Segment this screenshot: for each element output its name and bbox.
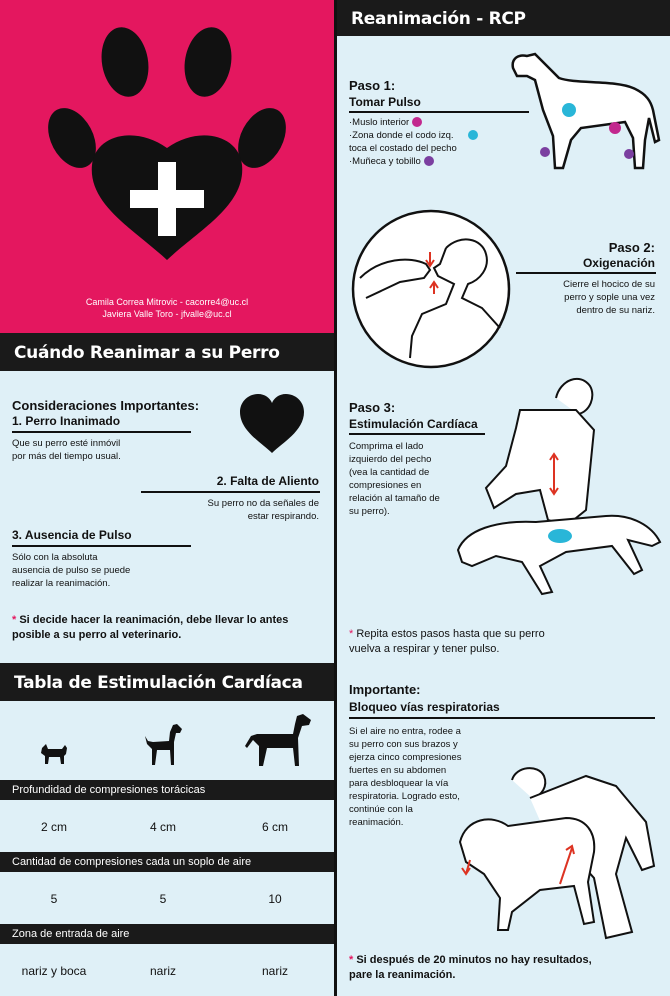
important-text: Si el aire no entra, rodee a su perro con sus brazos y ejerza cinco compresiones fuertes en su abdomen para desbloquear la vía respiratoria. Logrado esto, continúe con la reanimación. xyxy=(349,726,462,828)
step-title: Paso 1: xyxy=(349,78,396,93)
airway-blockage-illustration xyxy=(456,762,662,946)
large-dog-icon xyxy=(243,712,315,768)
step-title: Paso 3: xyxy=(349,400,396,415)
header-panel xyxy=(0,0,334,333)
table-cell: 6 cm xyxy=(261,820,288,834)
section-header xyxy=(337,0,670,36)
table-cell: 10 xyxy=(268,892,282,906)
considerations-title: Consideraciones Importantes: xyxy=(12,398,200,413)
section-header xyxy=(0,333,334,371)
step-subtitle: Oxigenación xyxy=(582,256,655,270)
table-header xyxy=(0,663,334,701)
column-divider xyxy=(334,0,337,996)
step-subtitle: Tomar Pulso xyxy=(349,95,421,109)
table-row-header: Zona de entrada de aire xyxy=(0,924,334,944)
important-subtitle: Bloqueo vías respiratorias xyxy=(349,700,500,714)
medium-dog-icon xyxy=(143,722,185,767)
dog-pulse-illustration xyxy=(505,50,665,175)
item-title: 2. Falta de Aliento xyxy=(216,474,319,488)
step-text: ·Muslo interior ·Zona donde el codo izq. toca el costado del pecho ·Muñeca y tobillo xyxy=(349,116,478,168)
table-row-header: Profundidad de compresiones torácicas xyxy=(0,780,334,800)
pulse-dot-icon xyxy=(412,117,422,127)
step-subtitle: Estimulación Cardíaca xyxy=(349,417,478,431)
step-title: Paso 2: xyxy=(608,240,655,255)
section-title: Cuándo Reanimar a su Perro xyxy=(14,343,280,363)
heart-icon xyxy=(238,393,306,455)
underline xyxy=(141,491,320,493)
author-credit: Javiera Valle Toro - jfvalle@uc.cl xyxy=(102,309,232,319)
oxygenation-illustration xyxy=(350,208,512,370)
underline xyxy=(349,111,529,113)
table-title: Tabla de Estimulación Cardíaca xyxy=(14,673,303,693)
table-cell: nariz y boca xyxy=(21,964,87,978)
warning-note: * Si decide hacer la reanimación, debe llevar lo antes posible a su perro al veterinario. xyxy=(12,614,289,641)
pulse-dot-icon xyxy=(424,156,434,166)
item-text: Que su perro esté inmóvil por más del tiempo usual. xyxy=(12,438,121,462)
underline xyxy=(12,545,191,547)
important-title: Importante: xyxy=(349,682,421,697)
table-cell: nariz xyxy=(149,964,176,978)
table-cell: 4 cm xyxy=(149,820,176,834)
underline xyxy=(349,717,655,719)
table-cell: 5 xyxy=(50,892,58,906)
step-text: Cierre el hocico de su perro y sople una vez dentro de su nariz. xyxy=(563,279,655,316)
table-cell: 2 cm xyxy=(40,820,67,834)
item-text: Su perro no da señales de estar respirando. xyxy=(207,498,319,522)
cardiac-compression-illustration xyxy=(456,370,666,610)
item-text: Sólo con la absoluta ausencia de pulso se puede realizar la reanimación. xyxy=(12,552,131,589)
item-title: 1. Perro Inanimado xyxy=(12,414,121,428)
final-note: * Si después de 20 minutos no hay resultados, pare la reanimación. xyxy=(349,954,592,981)
section-title: Reanimación - RCP xyxy=(351,9,526,29)
table-cell: 5 xyxy=(159,892,167,906)
repeat-note: * Repita estos pasos hasta que su perro vuelva a respirar y tener pulso. xyxy=(349,628,545,655)
pulse-dot-icon xyxy=(468,130,478,140)
item-title: 3. Ausencia de Pulso xyxy=(12,528,132,542)
underline xyxy=(12,431,191,433)
underline xyxy=(516,272,656,274)
author-credit: Camila Correa Mitrovic - cacorre4@uc.cl xyxy=(85,297,249,307)
paw-cross-icon xyxy=(40,20,295,270)
small-dog-icon xyxy=(38,740,70,766)
step-text: Comprima el lado izquierdo del pecho (vea la cantidad de compresiones en relación al tamaño de su perro). xyxy=(349,441,440,517)
table-cell: nariz xyxy=(261,964,288,978)
table-row-header: Cantidad de compresiones cada un soplo de aire xyxy=(0,852,334,872)
